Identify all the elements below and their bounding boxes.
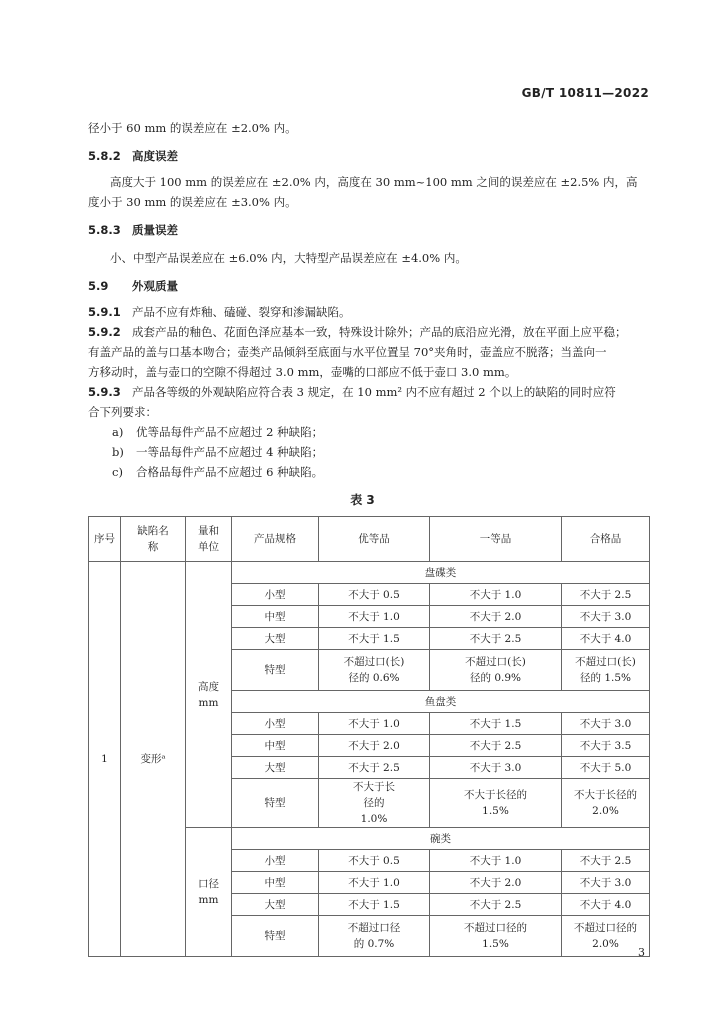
cell-first: 不大于 2.5 [430, 735, 562, 757]
cell-first: 不超过口(长)径的 0.9% [430, 650, 562, 691]
paragraph-591 [88, 302, 648, 322]
cell-spec: 中型 [232, 606, 319, 628]
header-qualified: 合格品 [562, 517, 650, 562]
cell-premium: 不大于 1.0 [319, 606, 430, 628]
header-seq-no: 序号 [89, 517, 121, 562]
paragraph-height-line2: 度小于 30 mm 的误差应在 ±3.0% 内。 [88, 195, 297, 209]
header-defect-name: 缺陷名称 [121, 517, 186, 562]
section-heading-appearance [88, 276, 648, 296]
cell-premium: 不超过口(长)径的 0.6% [319, 650, 430, 691]
cell-first: 不大于 1.0 [430, 850, 562, 872]
group-fish: 鱼盘类 [232, 691, 650, 713]
cell-first: 不大于 3.0 [430, 757, 562, 779]
cell-first: 不超过口径的 1.5% [430, 916, 562, 957]
list-marker: a) [112, 425, 124, 439]
cell-premium: 不大于 2.5 [319, 757, 430, 779]
cell-qualified: 不超过口(长)径的 1.5% [562, 650, 650, 691]
list-text: 合格品每件产品不应超过 6 种缺陷。 [136, 465, 324, 479]
section-heading-height-error [88, 146, 648, 166]
list-text: 一等品每件产品不应超过 4 种缺陷； [136, 445, 324, 459]
paragraph-diameter-continued: 径小于 60 mm 的误差应在 ±2.0% 内。 [88, 121, 297, 135]
cell-premium: 不大于 0.5 [319, 584, 430, 606]
cell-first: 不大于 2.0 [430, 606, 562, 628]
cell-first: 不大于 1.5 [430, 713, 562, 735]
cell-qualified: 不大于 3.5 [562, 735, 650, 757]
clause-text: 产品不应有炸釉、磕碰、裂穿和渗漏缺陷。 [132, 305, 351, 319]
cell-qualified: 不大于 2.5 [562, 850, 650, 872]
cell-spec: 小型 [232, 713, 319, 735]
clause-number: 5.9.2 [88, 325, 121, 339]
clause-text: 成套产品的釉色、花面色泽应基本一致，特殊设计除外；产品的底沿应光滑，放在平面上应平稳； [132, 325, 627, 339]
cell-premium: 不超过口径的 0.7% [319, 916, 430, 957]
table-group-row [89, 562, 650, 584]
clause-number: 5.9.3 [88, 385, 121, 399]
page-number: 3 [638, 946, 645, 959]
cell-premium: 不大于 1.0 [319, 713, 430, 735]
cell-first: 不大于 1.0 [430, 584, 562, 606]
cell-spec: 特型 [232, 779, 319, 828]
group-bowls: 碗类 [232, 828, 650, 850]
paragraph-593-line2: 合下列要求： [88, 405, 157, 419]
cell-first: 不大于 2.5 [430, 894, 562, 916]
paragraph-592-line3: 方移动时，盖与壶口的空隙不得超过 3.0 mm，壶嘴的口部应不低于壶口 3.0 mm。 [88, 365, 517, 379]
cell-premium: 不大于长径的 1.0% [319, 779, 430, 828]
table-header-row [89, 517, 650, 562]
list-marker: c) [112, 465, 123, 479]
cell-spec: 小型 [232, 584, 319, 606]
cell-spec: 中型 [232, 735, 319, 757]
section-title: 高度误差 [132, 149, 178, 163]
cell-spec: 特型 [232, 916, 319, 957]
standard-code: GB/T 10811—2022 [521, 86, 649, 100]
cell-qualified: 不大于 5.0 [562, 757, 650, 779]
cell-spec: 小型 [232, 850, 319, 872]
list-text: 优等品每件产品不应超过 2 种缺陷； [136, 425, 324, 439]
cell-premium: 不大于 2.0 [319, 735, 430, 757]
header-quantity-unit: 量和单位 [186, 517, 232, 562]
list-marker: b) [112, 445, 124, 459]
cell-premium: 不大于 1.0 [319, 872, 430, 894]
cell-unit-height: 高度mm [186, 562, 232, 828]
section-title: 质量误差 [132, 223, 178, 237]
paragraph-height-line1: 高度大于 100 mm 的误差应在 ±2.0% 内，高度在 30 mm~100 mm 之间的误差应在 ±2.5% 内，高 [110, 175, 638, 189]
cell-qualified: 不大于 4.0 [562, 894, 650, 916]
cell-spec: 特型 [232, 650, 319, 691]
cell-spec: 大型 [232, 894, 319, 916]
cell-first: 不大于 2.5 [430, 628, 562, 650]
cell-qualified: 不大于 4.0 [562, 628, 650, 650]
paragraph-593-line1 [88, 382, 648, 402]
group-plates: 盘碟类 [232, 562, 650, 584]
cell-unit-diameter: 口径mm [186, 828, 232, 957]
cell-qualified: 不超过口径的 2.0% [562, 916, 650, 957]
list-item-b [112, 442, 672, 462]
header-first-grade: 一等品 [430, 517, 562, 562]
cell-spec: 大型 [232, 628, 319, 650]
header-premium: 优等品 [319, 517, 430, 562]
defect-table [88, 516, 650, 957]
clause-number: 5.9.1 [88, 305, 121, 319]
table-caption: 表 3 [350, 493, 375, 507]
cell-premium: 不大于 1.5 [319, 894, 430, 916]
cell-first: 不大于长径的 1.5% [430, 779, 562, 828]
cell-qualified: 不大于 3.0 [562, 606, 650, 628]
clause-text: 产品各等级的外观缺陷应符合表 3 规定，在 10 mm² 内不应有超过 2 个以上的缺陷的同时应符 [132, 385, 616, 399]
header-spec: 产品规格 [232, 517, 319, 562]
section-number: 5.9 [88, 279, 109, 293]
paragraph-mass: 小、中型产品误差应在 ±6.0% 内，大特型产品误差应在 ±4.0% 内。 [110, 251, 467, 265]
paragraph-592-line2: 有盖产品的盖与口基本吻合；壶类产品倾斜至底面与水平位置呈 70°夹角时，壶盖应不脱落；当盖向一 [88, 345, 607, 359]
cell-qualified: 不大于 2.5 [562, 584, 650, 606]
cell-qualified: 不大于长径的 2.0% [562, 779, 650, 828]
section-title: 外观质量 [132, 279, 178, 293]
paragraph-592-line1 [88, 322, 648, 342]
cell-premium: 不大于 0.5 [319, 850, 430, 872]
cell-qualified: 不大于 3.0 [562, 713, 650, 735]
list-item-c [112, 462, 672, 482]
cell-spec: 大型 [232, 757, 319, 779]
cell-defect-name: 变形ᵃ [121, 562, 186, 957]
cell-spec: 中型 [232, 872, 319, 894]
cell-premium: 不大于 1.5 [319, 628, 430, 650]
cell-first: 不大于 2.0 [430, 872, 562, 894]
list-item-a [112, 422, 672, 442]
cell-qualified: 不大于 3.0 [562, 872, 650, 894]
cell-seq-no: 1 [89, 562, 121, 957]
section-number: 5.8.2 [88, 149, 121, 163]
section-heading-mass-error [88, 220, 648, 240]
section-number: 5.8.3 [88, 223, 121, 237]
